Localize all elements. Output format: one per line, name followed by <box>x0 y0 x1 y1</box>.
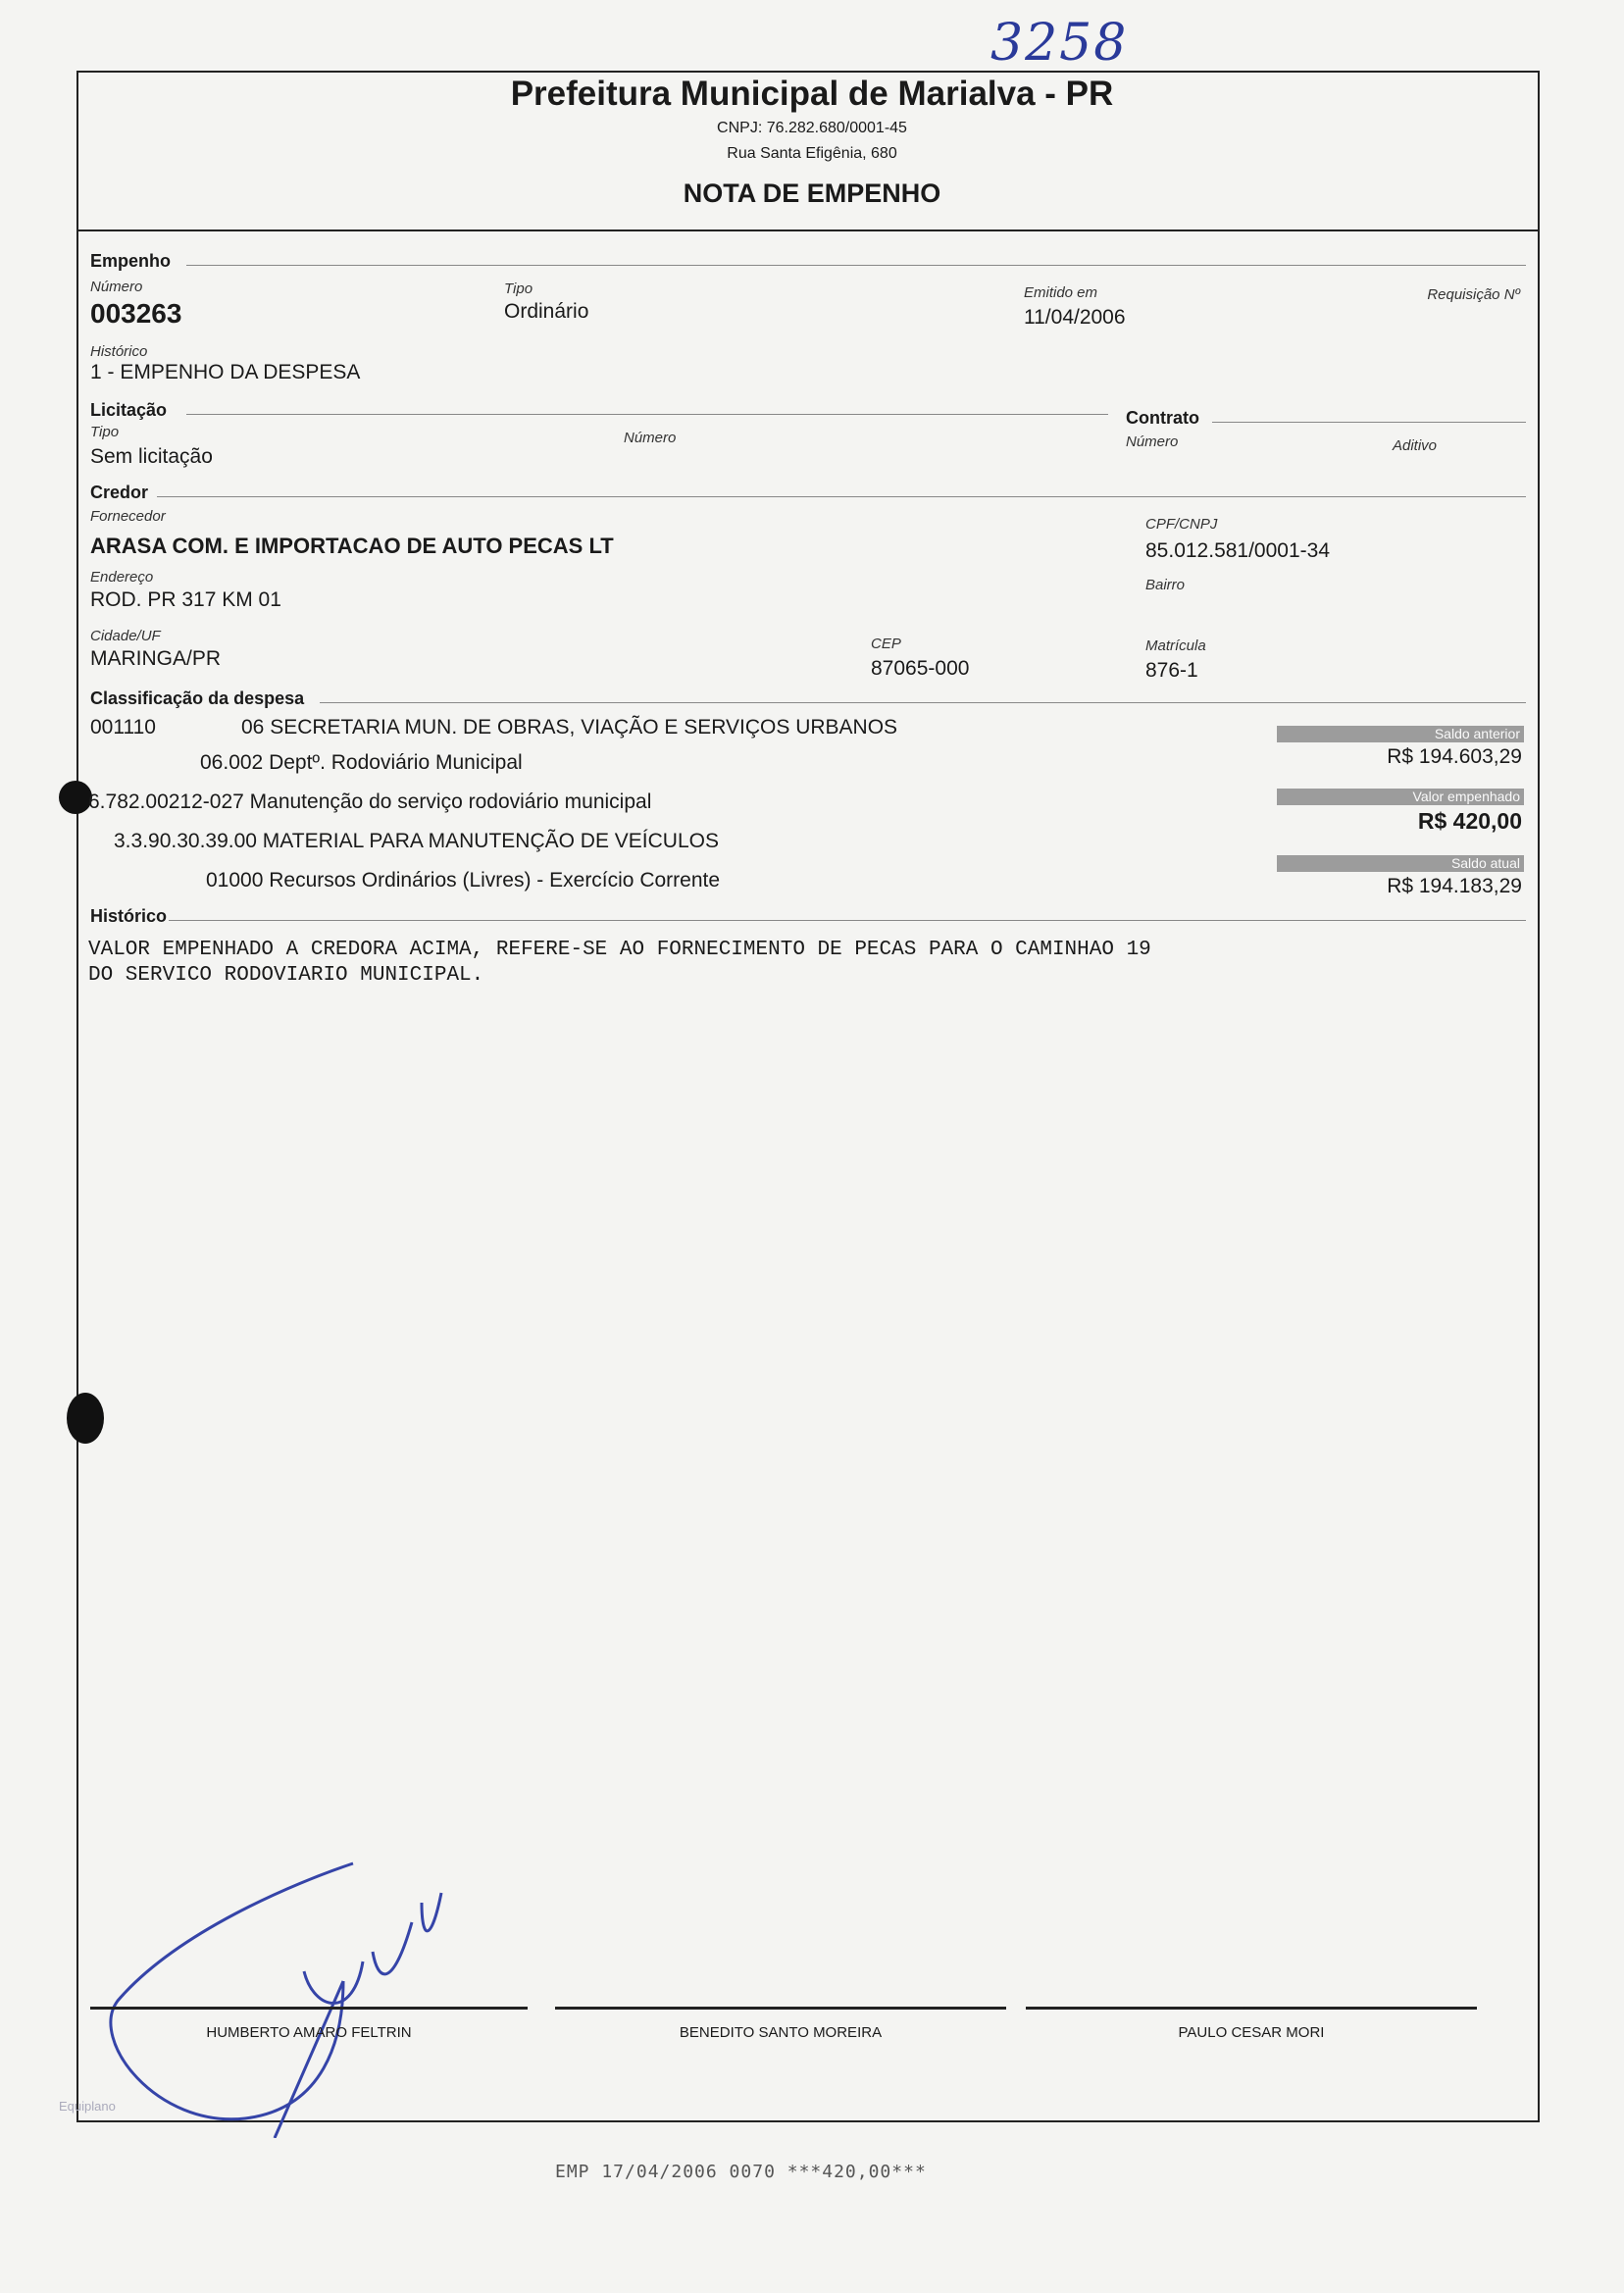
empenho-tipo-label: Tipo <box>504 280 533 297</box>
saldo-atual-value: R$ 194.183,29 <box>1387 875 1522 897</box>
historico-line2: DO SERVICO RODOVIARIO MUNICIPAL. <box>88 964 484 987</box>
historico-section-label: Histórico <box>90 906 168 926</box>
credor-bairro-label: Bairro <box>1145 577 1186 593</box>
credor-cidade-label: Cidade/UF <box>90 628 161 644</box>
credor-matricula: 876-1 <box>1145 659 1198 682</box>
empenho-numero-label: Número <box>90 279 143 295</box>
signature-name-3: PAULO CESAR MORI <box>1178 2024 1325 2041</box>
credor-endereco-label: Endereço <box>90 569 154 586</box>
punch-hole-dot-2 <box>67 1393 104 1444</box>
org-address: Rua Santa Efigênia, 680 <box>727 145 897 162</box>
valor-empenhado-label: Valor empenhado <box>1277 789 1524 805</box>
empenho-historico-label: Histórico <box>90 343 148 360</box>
header-divider <box>76 229 1540 231</box>
historico-line1: VALOR EMPENHADO A CREDORA ACIMA, REFERE-SE AO FORNECIMENTO DE PECAS PARA O CAMINHAO 19 <box>88 939 1151 961</box>
empenho-emitido-label: Emitido em <box>1024 284 1098 301</box>
contrato-rule <box>1212 422 1526 423</box>
classificacao-line4: 3.3.90.30.39.00 MATERIAL PARA MANUTENÇÃO DE VEÍCULOS <box>114 830 719 852</box>
credor-cpf-label: CPF/CNPJ <box>1145 516 1218 533</box>
empenho-section-label: Empenho <box>90 251 172 271</box>
signature-name-1: HUMBERTO AMARO FELTRIN <box>206 2024 412 2041</box>
punch-hole-dot <box>59 781 92 814</box>
empenho-numero: 003263 <box>90 298 182 329</box>
credor-cep: 87065-000 <box>871 657 970 680</box>
signature-line-2 <box>555 2007 1006 2010</box>
valor-empenhado-value: R$ 420,00 <box>1417 808 1522 834</box>
credor-matricula-label: Matrícula <box>1145 637 1206 654</box>
signature-scribble <box>98 1844 471 2138</box>
footer-stamp-code: EMP 17/04/2006 0070 ***420,00*** <box>555 2162 927 2182</box>
page-number: 3258 <box>990 14 1129 73</box>
signature-name-2: BENEDITO SANTO MOREIRA <box>679 2024 883 2041</box>
licitacao-tipo-label: Tipo <box>90 424 120 440</box>
credor-rule <box>157 496 1526 497</box>
org-title: Prefeitura Municipal de Marialva - PR <box>510 75 1114 113</box>
licitacao-rule <box>186 414 1108 415</box>
classificacao-line5: 01000 Recursos Ordinários (Livres) - Exercício Corrente <box>206 869 721 892</box>
saldo-anterior-value: R$ 194.603,29 <box>1387 745 1522 768</box>
credor-fornecedor: ARASA COM. E IMPORTACAO DE AUTO PECAS LT <box>90 534 614 558</box>
signature-line-1 <box>90 2007 528 2010</box>
saldo-atual-label: Saldo atual <box>1277 855 1524 872</box>
empenho-requisicao-label: Requisição Nº <box>1427 286 1520 303</box>
signature-line-3 <box>1026 2007 1477 2010</box>
contrato-section-label: Contrato <box>1126 408 1199 428</box>
org-cnpj: CNPJ: 76.282.680/0001-45 <box>717 120 907 136</box>
empenho-historico: 1 - EMPENHO DA DESPESA <box>90 361 361 383</box>
credor-cep-label: CEP <box>871 636 901 652</box>
classificacao-section-label: Classificação da despesa <box>90 688 305 708</box>
empenho-emitido: 11/04/2006 <box>1024 306 1126 329</box>
credor-endereco: ROD. PR 317 KM 01 <box>90 588 281 611</box>
saldo-anterior-label: Saldo anterior <box>1277 726 1524 742</box>
historico-rule <box>169 920 1526 921</box>
empenho-rule <box>186 265 1526 266</box>
contrato-aditivo-label: Aditivo <box>1393 437 1438 454</box>
contrato-numero-label: Número <box>1126 433 1179 450</box>
classificacao-code: 001110 <box>90 716 156 739</box>
licitacao-tipo: Sem licitação <box>90 445 213 468</box>
classificacao-line1: 06 SECRETARIA MUN. DE OBRAS, VIAÇÃO E SERVIÇOS URBANOS <box>241 716 898 739</box>
watermark: Equiplano <box>59 2099 116 2114</box>
credor-cidade: MARINGA/PR <box>90 647 222 670</box>
credor-cpf: 85.012.581/0001-34 <box>1145 539 1331 562</box>
empenho-tipo: Ordinário <box>504 300 589 323</box>
classificacao-line2: 06.002 Deptº. Rodoviário Municipal <box>200 751 523 774</box>
classificacao-line3: 6.782.00212-027 Manutenção do serviço rodoviário municipal <box>88 790 652 813</box>
licitacao-numero-label: Número <box>624 430 677 446</box>
credor-section-label: Credor <box>90 483 149 502</box>
credor-fornecedor-label: Fornecedor <box>90 508 166 525</box>
document-title: NOTA DE EMPENHO <box>683 178 941 208</box>
classificacao-rule <box>320 702 1526 703</box>
licitacao-section-label: Licitação <box>90 400 168 420</box>
